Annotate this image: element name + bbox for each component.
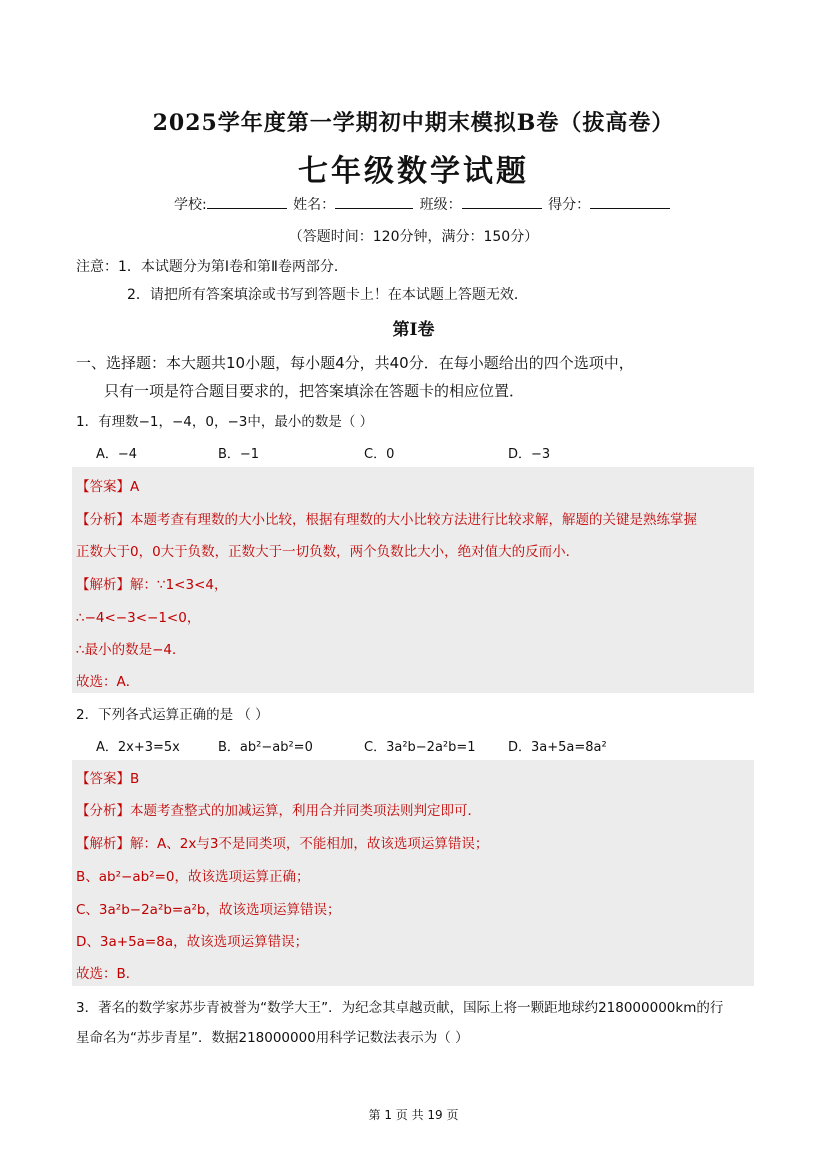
note-line-1: 注意：1．本试题分为第Ⅰ卷和第Ⅱ卷两部分． [76, 259, 348, 275]
q2-solution-1: 【解析】解：A、2x与3不是同类项，不能相加，故该选项运算错误； [76, 836, 489, 852]
q1-option-b: B．−1 [218, 447, 260, 462]
student-info-line [174, 194, 672, 214]
q2-option-b: B．ab²−ab²=0 [218, 740, 313, 755]
q2-answer-box [72, 760, 754, 986]
q1-option-a: A．−4 [96, 447, 138, 462]
exam-title: 2025学年度第一学期初中期末模拟B卷（拔高卷） [152, 110, 675, 136]
note-line-2: 2．请把所有答案填涂或书写到答题卡上！在本试题上答题无效． [127, 287, 528, 303]
class-label: 班级： [419, 197, 462, 213]
q3-stem-1: 3．著名的数学家苏步青被誉为“数学大王”．为纪念其卓越贡献，国际上将一颗距地球约218000000km的行 [76, 1000, 724, 1016]
q1-stem: 1．有理数−1，−4，0，−3中，最小的数是（ ） [76, 414, 374, 430]
section-instruction-1: 一、选择题：本大题共10小题，每小题4分，共40分．在每小题给出的四个选项中， [76, 354, 634, 372]
q2-option-d: D．3a+5a=8a² [508, 740, 607, 755]
q2-choose: 故选：B． [76, 966, 140, 982]
score-label: 得分： [548, 197, 591, 213]
q1-solution-3: ∴最小的数是−4． [76, 642, 186, 658]
q1-option-d: D．−3 [508, 447, 551, 462]
q3-stem-2: 星命名为“苏步青星”．数据218000000用科学记数法表示为（ ） [76, 1030, 469, 1046]
section-instruction-2: 只有一项是符合题目要求的，把答案填涂在答题卡的相应位置． [104, 382, 525, 400]
q2-option-a: A．2x+3=5x [96, 740, 180, 755]
q1-analysis-2: 正数大于0，0大于负数，正数大于一切负数，两个负数比大小，绝对值大的反而小． [76, 544, 580, 560]
school-label: 学校: [174, 197, 207, 213]
score-blank [590, 194, 670, 209]
q2-solution-2: B、ab²−ab²=0，故该选项运算正确； [76, 869, 310, 885]
q2-option-c: C．3a²b−2a²b=1 [364, 740, 476, 755]
q1-solution-1: 【解析】解：∵1<3<4， [76, 577, 228, 593]
class-blank [462, 194, 542, 209]
exam-subtitle: 七年级数学试题 [298, 154, 529, 189]
q2-solution-4: D、3a+5a=8a，故该选项运算错误； [76, 934, 309, 950]
q2-answer: 【答案】B [76, 771, 140, 787]
q1-answer: 【答案】A [76, 479, 140, 495]
name-label: 姓名： [293, 197, 336, 213]
q1-option-c: C．0 [364, 447, 395, 462]
q2-solution-3: C、3a²b−2a²b=a²b，故该选项运算错误； [76, 902, 341, 918]
q1-solution-2: ∴−4<−3<−1<0， [76, 610, 201, 626]
q1-choose: 故选：A． [76, 674, 140, 690]
school-blank [207, 194, 287, 209]
time-note: （答题时间：120分钟，满分：150分） [288, 229, 539, 245]
part-title: 第Ⅰ卷 [392, 320, 435, 340]
q1-answer-box [72, 467, 754, 693]
name-blank [335, 194, 413, 209]
q2-analysis: 【分析】本题考查整式的加减运算，利用合并同类项法则判定即可． [76, 803, 481, 819]
q1-analysis-1: 【分析】本题考查有理数的大小比较，根据有理数的大小比较方法进行比较求解，解题的关键是熟练掌握 [76, 512, 697, 528]
page-footer: 第 1 页 共 19 页 [368, 1108, 459, 1122]
q2-stem: 2．下列各式运算正确的是 （ ） [76, 707, 269, 723]
